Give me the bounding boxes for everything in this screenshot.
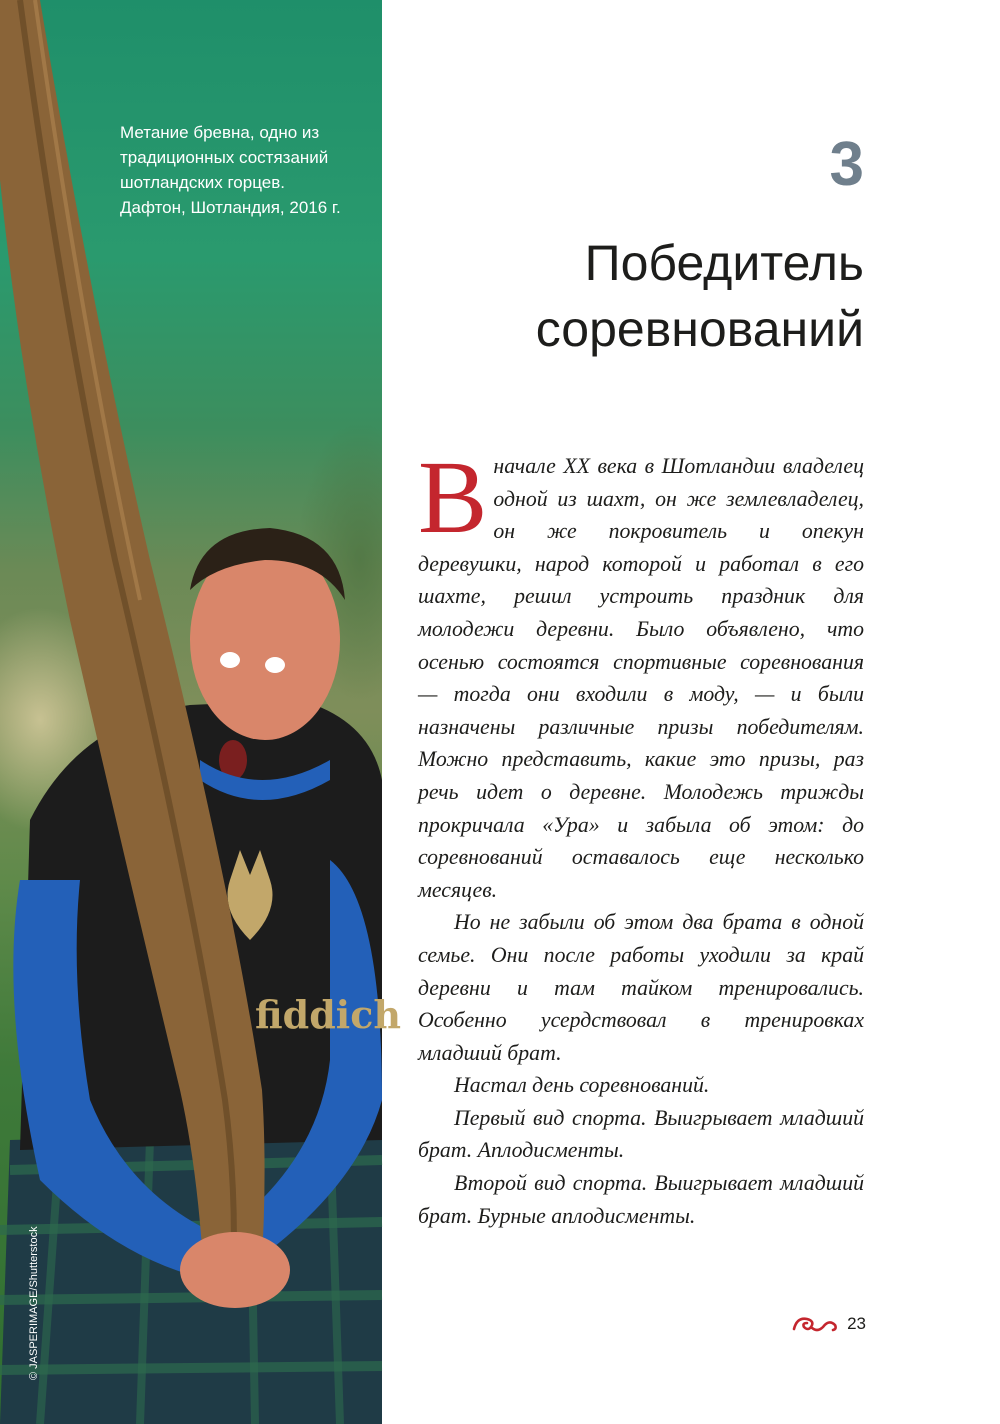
body-text	[418, 440, 864, 1232]
cover-photo	[0, 0, 401, 1424]
paragraph: Но не забыли об этом два брата в одной семье. Они после работы уходили за край деревни и там тайком тренировались. Особенно усердствовал в тренировках младший брат.	[418, 910, 864, 1065]
paragraph: Первый вид спорта. Выигрывает младший брат. Аплодисменты.	[418, 1105, 864, 1163]
chapter-title: Победитель соревнований	[535, 235, 864, 357]
paragraph: Вначале XX века в Шотландии владелец одной из шахт, он же землевладелец, он же покровитель и опекун деревушки, народ которой и работал в его шахте, решил устроить праздник для молодежи деревни. Было объявлено, что осенью состоятся спортивные соревнования — тогда они входили в моду, — и были назначены различные призы победителям. Можно представить, какие это призы, раз речь идет о деревне. Молодежь трижды прокричала «Ура» и забыла об этом: до соревнований оставалось еще несколько месяцев.	[418, 440, 864, 902]
paragraph: Второй вид спорта. Выигрывает младший брат. Бурные аплодисменты.	[418, 1171, 864, 1228]
chapter-number: 3	[829, 130, 864, 199]
shirt-brand-text: fiddich	[255, 992, 401, 1037]
page-folio	[791, 1313, 866, 1335]
photo-credit: © JASPERIMAGE/Shutterstock	[28, 1226, 40, 1380]
drop-cap: В	[418, 440, 488, 555]
red-swirl-ornament-icon	[791, 1313, 839, 1335]
page-number: 23	[847, 1314, 866, 1333]
photo-caption: Метание бревна, одно из традиционных состязаний шотландских горцев. Дафтон, Шотландия, 2016 г.	[120, 123, 341, 217]
paragraph: Настал день соревнований.	[454, 1073, 710, 1098]
